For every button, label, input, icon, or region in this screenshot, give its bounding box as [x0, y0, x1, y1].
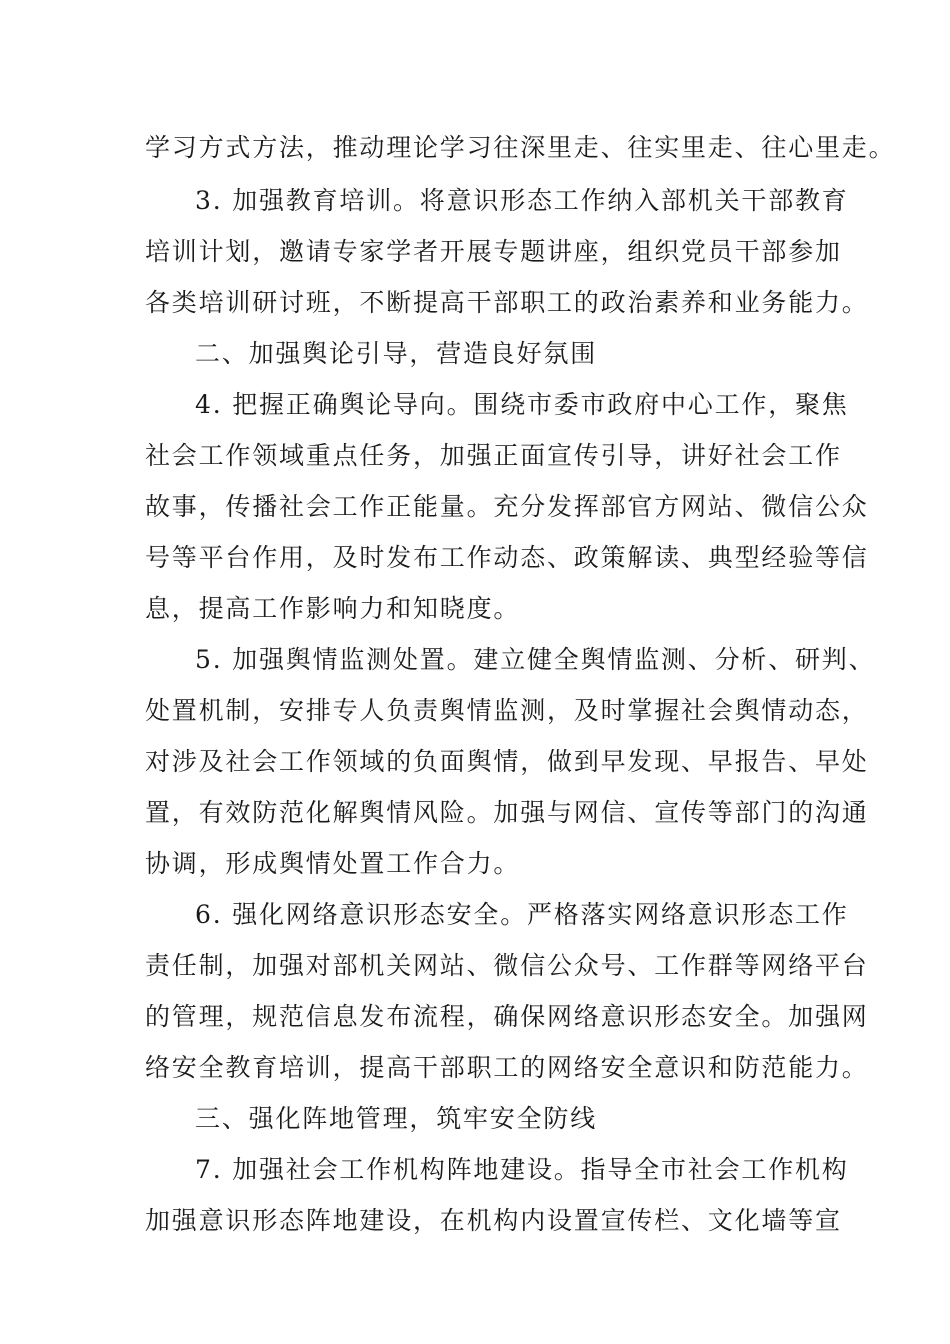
text-line: 7. 加强社会工作机构阵地建设。指导全市社会工作机构 — [195, 1155, 849, 1184]
text-line: 社会工作领域重点任务，加强正面宣传引导，讲好社会工作 — [145, 441, 842, 470]
text-line: 责任制，加强对部机关网站、微信公众号、工作群等网络平台 — [145, 951, 869, 980]
text-line: 息，提高工作影响力和知晓度。 — [145, 594, 521, 623]
text-line: 3. 加强教育培训。将意识形态工作纳入部机关干部教育 — [195, 186, 849, 215]
text-line: 络安全教育培训，提高干部职工的网络安全意识和防范能力。 — [145, 1053, 869, 1082]
text-line: 4. 把握正确舆论导向。围绕市委市政府中心工作，聚焦 — [195, 390, 849, 419]
text-line: 各类培训研讨班，不断提高干部职工的政治素养和业务能力。 — [145, 288, 869, 317]
text-line: 处置机制，安排专人负责舆情监测，及时掌握社会舆情动态， — [145, 696, 869, 725]
text-line: 加强意识形态阵地建设，在机构内设置宣传栏、文化墙等宣 — [145, 1206, 842, 1235]
text-line: 置，有效防范化解舆情风险。加强与网信、宣传等部门的沟通 — [145, 798, 869, 827]
section-heading: 二、加强舆论引导，营造良好氛围 — [195, 339, 598, 368]
text-line: 号等平台作用，及时发布工作动态、政策解读、典型经验等信 — [145, 543, 869, 572]
text-line: 对涉及社会工作领域的负面舆情，做到早发现、早报告、早处 — [145, 747, 869, 776]
section-heading: 三、强化阵地管理，筑牢安全防线 — [195, 1104, 598, 1133]
text-line: 培训计划，邀请专家学者开展专题讲座，组织党员干部参加 — [145, 237, 842, 266]
text-line: 协调，形成舆情处置工作合力。 — [145, 849, 521, 878]
text-line: 学习方式方法，推动理论学习往深里走、往实里走、往心里走。 — [145, 133, 896, 162]
text-line: 6. 强化网络意识形态安全。严格落实网络意识形态工作 — [195, 900, 849, 929]
text-line: 故事，传播社会工作正能量。充分发挥部官方网站、微信公众 — [145, 492, 869, 521]
text-line: 的管理，规范信息发布流程，确保网络意识形态安全。加强网 — [145, 1002, 869, 1031]
text-line: 5. 加强舆情监测处置。建立健全舆情监测、分析、研判、 — [195, 645, 876, 674]
